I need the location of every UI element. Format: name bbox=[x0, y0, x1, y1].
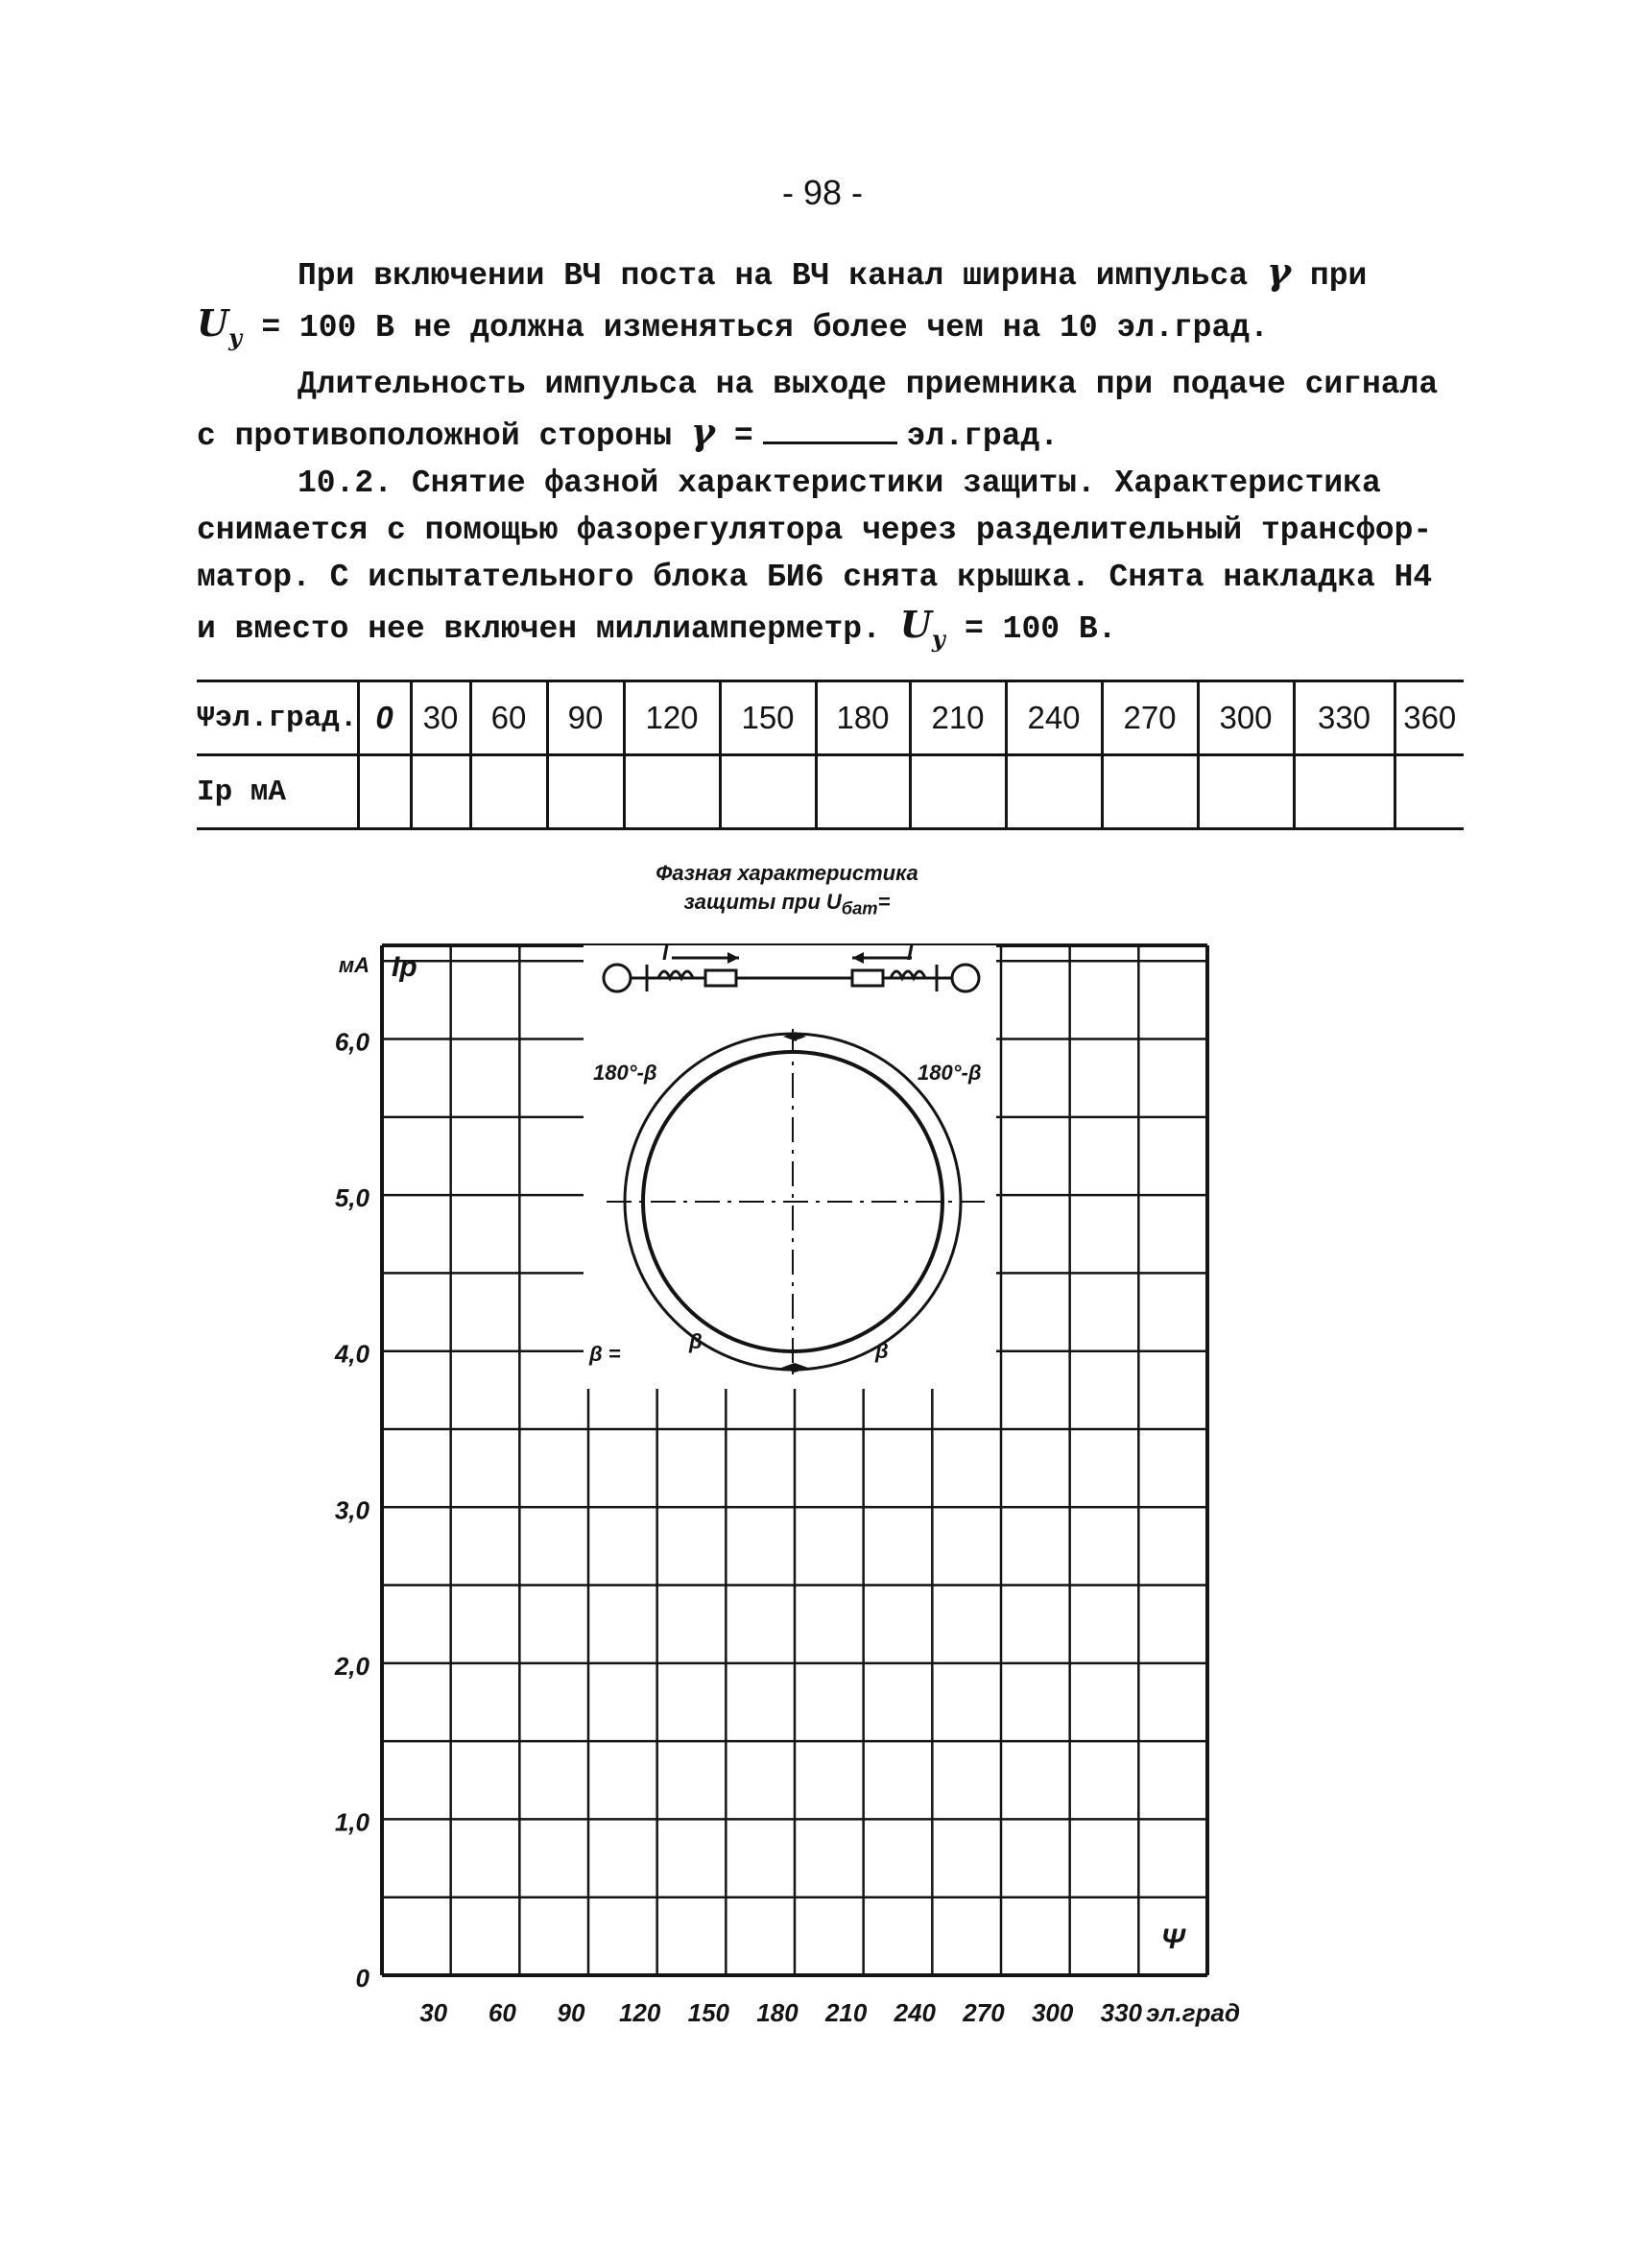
angle-cell: 90 bbox=[547, 681, 624, 755]
current-label-right: I bbox=[907, 941, 914, 965]
x-tick-label: 210 bbox=[824, 1998, 868, 2027]
angle-cell: 360 bbox=[1395, 681, 1464, 755]
angle-cell: 30 bbox=[411, 681, 470, 755]
angle-cell: 0 bbox=[358, 681, 411, 755]
text-run: = 100 В не должна изменяться более чем на 10 эл.град. bbox=[261, 310, 1269, 346]
text-run: снимается с помощью фазорегулятора через разделительный трансфор- bbox=[197, 513, 1433, 548]
beta-label-right: β bbox=[875, 1339, 889, 1363]
text-run: Длительность импульса на выходе приемника при подаче сигнала bbox=[298, 367, 1439, 402]
x-tick-label: 330 bbox=[1100, 1998, 1143, 2027]
angle-cell: 300 bbox=[1198, 681, 1294, 755]
u-symbol: U bbox=[197, 301, 229, 345]
current-label-left: I bbox=[662, 941, 669, 965]
text-run: и вместо нее включен миллиамперметр. bbox=[197, 611, 881, 647]
y-axis-symbol: Iр bbox=[392, 951, 417, 983]
y-tick-label: 3,0 bbox=[334, 1495, 370, 1525]
equals-sign: = bbox=[733, 418, 753, 454]
y-tick-label: 4,0 bbox=[334, 1339, 370, 1369]
x-tick-label: 120 bbox=[618, 1998, 661, 2027]
text-run: эл.град. bbox=[906, 418, 1060, 454]
angle-label-right: 180°-β bbox=[918, 1061, 982, 1085]
text-run: 10.2. Снятие фазной характеристики защиты. Характеристика bbox=[298, 466, 1381, 501]
y-unit-label: мА bbox=[338, 953, 370, 977]
angle-cell: 210 bbox=[910, 681, 1006, 755]
x-tick-label: 30 bbox=[419, 1998, 448, 2027]
u-subscript: у bbox=[931, 625, 946, 653]
text-run: = 100 В. bbox=[965, 611, 1117, 647]
gamma-symbol: γ bbox=[1266, 250, 1292, 293]
phase-diagram bbox=[584, 941, 996, 1389]
gamma-symbol: γ bbox=[690, 410, 715, 453]
angle-cell: 120 bbox=[624, 681, 720, 755]
x-unit-label: эл.град bbox=[1146, 1998, 1241, 2027]
x-tick-label: 240 bbox=[894, 1998, 937, 2027]
chart-title-line-1: Фазная характеристика bbox=[656, 861, 918, 885]
x-tick-label: 270 bbox=[963, 1998, 1005, 2027]
y-tick-label: 2,0 bbox=[334, 1651, 370, 1681]
page-number: - 98 - bbox=[781, 173, 864, 212]
x-tick-label: 150 bbox=[687, 1998, 730, 2027]
angle-label-left: 180°-β bbox=[593, 1061, 657, 1085]
angle-cell: 60 bbox=[470, 681, 547, 755]
beta-equals-label: β = bbox=[589, 1342, 621, 1366]
row-header-angle: Ψэл.град. bbox=[197, 681, 358, 755]
angle-cell: 270 bbox=[1102, 681, 1198, 755]
u-symbol: U bbox=[899, 603, 932, 646]
relay-left-icon bbox=[705, 970, 736, 986]
angle-cell: 150 bbox=[720, 681, 816, 755]
text-run: при bbox=[1309, 258, 1368, 294]
row-header-current: Iр мА bbox=[197, 755, 358, 829]
text-run: матор. С испытательного блока БИ6 снята крышка. Снята накладка Н4 bbox=[197, 560, 1433, 595]
y-tick-label: 1,0 bbox=[334, 1807, 370, 1837]
text-run: При включении ВЧ поста на ВЧ канал ширина импульса bbox=[298, 258, 1249, 294]
angle-cell: 330 bbox=[1294, 681, 1395, 755]
angle-cell: 180 bbox=[816, 681, 910, 755]
relay-right-icon bbox=[852, 970, 883, 986]
x-axis-symbol: Ψ bbox=[1160, 1923, 1185, 1955]
x-tick-label: 60 bbox=[488, 1998, 516, 2027]
y-tick-label: 0 bbox=[355, 1964, 370, 1993]
angle-cell: 240 bbox=[1006, 681, 1102, 755]
text-run: с противоположной стороны bbox=[197, 418, 673, 454]
beta-label-left: β bbox=[689, 1329, 703, 1353]
subscript: бат bbox=[841, 897, 878, 919]
x-tick-label: 90 bbox=[557, 1998, 585, 2027]
y-tick-label: 5,0 bbox=[334, 1183, 370, 1213]
x-tick-label: 300 bbox=[1031, 1998, 1074, 2027]
x-tick-label: 180 bbox=[756, 1998, 799, 2027]
text-run: защиты при U bbox=[683, 890, 842, 914]
text-run: = bbox=[877, 890, 891, 914]
u-subscript: у bbox=[228, 323, 243, 351]
y-tick-label: 6,0 bbox=[334, 1027, 370, 1057]
